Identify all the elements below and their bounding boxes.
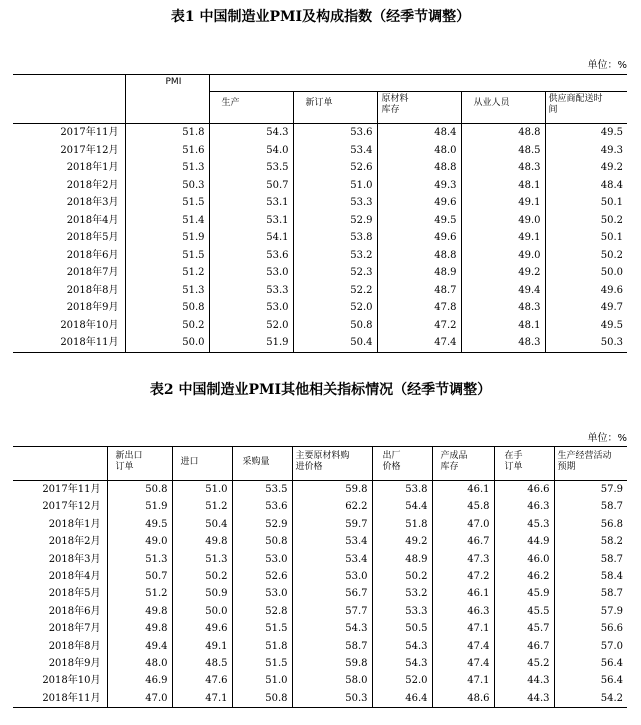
row-month: 2018年6月 [48, 605, 101, 617]
cell-ex-factory-price: 46.4 [372, 690, 432, 708]
table-row [13, 481, 627, 499]
cell-new-orders: 52.9 [293, 212, 377, 230]
cell-imports: 51.2 [172, 498, 232, 515]
cell-imports: 48.5 [172, 655, 232, 672]
cell-pmi: 51.6 [125, 142, 209, 160]
cell-business-expectation: 54.2 [554, 690, 627, 708]
cell-new-export-orders: 51.3 [107, 551, 172, 568]
cell-business-expectation: 58.7 [554, 551, 627, 568]
cell-purchase-volume: 52.9 [232, 516, 292, 533]
cell-finished-inventory: 48.6 [432, 690, 494, 708]
table-row [13, 177, 627, 195]
row-month: 2018年10月 [60, 319, 119, 331]
row-month: 2018年4月 [48, 571, 101, 583]
cell-raw-inventory: 49.6 [377, 229, 461, 247]
cell-new-orders: 50.4 [293, 334, 377, 352]
cell-new-export-orders: 51.2 [107, 585, 172, 602]
cell-imports: 50.4 [172, 516, 232, 533]
cell-business-expectation: 57.9 [554, 603, 627, 620]
cell-raw-inventory: 48.4 [377, 124, 461, 142]
cell-production: 51.9 [209, 334, 293, 352]
cell-pmi: 50.3 [125, 177, 209, 195]
cell-raw-inventory: 48.9 [377, 264, 461, 282]
cell-backlog-orders: 44.3 [494, 690, 554, 708]
cell-ex-factory-price: 50.5 [372, 620, 432, 637]
row-month: 2017年11月 [60, 127, 119, 138]
row-month: 2018年7月 [66, 267, 119, 278]
cell-delivery-time: 50.1 [545, 194, 627, 212]
table-row [13, 533, 627, 550]
cell-raw-inventory: 48.0 [377, 142, 461, 160]
cell-pmi: 51.8 [125, 124, 209, 142]
cell-raw-inventory: 48.7 [377, 282, 461, 300]
cell-employees: 49.2 [461, 264, 545, 282]
table-row [13, 264, 627, 282]
row-month: 2018年5月 [48, 588, 101, 600]
row-month: 2018年4月 [66, 214, 119, 226]
cell-backlog-orders: 45.9 [494, 585, 554, 602]
cell-business-expectation: 58.7 [554, 498, 627, 515]
table-row [13, 498, 627, 515]
table1-month-header [13, 75, 125, 124]
table2-header-purchase-volume: 采购量 [232, 447, 292, 481]
cell-purchase-volume: 50.8 [232, 533, 292, 550]
cell-business-expectation: 56.6 [554, 620, 627, 637]
cell-backlog-orders: 45.3 [494, 516, 554, 533]
cell-business-expectation: 57.0 [554, 638, 627, 655]
cell-delivery-time: 49.6 [545, 282, 627, 300]
cell-new-orders: 52.3 [293, 264, 377, 282]
cell-production: 54.0 [209, 142, 293, 160]
cell-new-export-orders: 50.8 [107, 481, 172, 499]
cell-raw-inventory: 49.3 [377, 177, 461, 195]
cell-raw-inventory: 48.8 [377, 159, 461, 177]
table2-header-new-export-orders: 新出口 订单 [107, 447, 172, 481]
cell-delivery-time: 49.5 [545, 124, 627, 142]
cell-backlog-orders: 46.3 [494, 498, 554, 515]
cell-pmi: 51.2 [125, 264, 209, 282]
cell-delivery-time: 49.5 [545, 317, 627, 335]
cell-raw-inventory: 49.5 [377, 212, 461, 230]
cell-finished-inventory: 45.8 [432, 498, 494, 515]
cell-employees: 48.8 [461, 124, 545, 142]
cell-purchase-volume: 53.5 [232, 481, 292, 499]
cell-main-raw-price: 54.3 [292, 620, 372, 637]
cell-employees: 49.1 [461, 229, 545, 247]
table-row [13, 247, 627, 265]
table2-header-finished-inventory: 产成品 库存 [432, 447, 494, 481]
cell-main-raw-price: 56.7 [292, 585, 372, 602]
cell-employees: 48.1 [461, 177, 545, 195]
cell-purchase-volume: 51.8 [232, 638, 292, 655]
row-month: 2018年11月 [42, 692, 101, 704]
cell-employees: 49.0 [461, 247, 545, 265]
cell-new-orders: 53.6 [293, 124, 377, 142]
cell-new-export-orders: 49.8 [107, 620, 172, 637]
cell-main-raw-price: 58.7 [292, 638, 372, 655]
cell-new-export-orders: 46.9 [107, 672, 172, 689]
row-month: 2018年1月 [48, 518, 101, 530]
row-month: 2018年9月 [66, 302, 119, 313]
cell-employees: 49.4 [461, 282, 545, 300]
table-row [13, 229, 627, 247]
table-row [13, 282, 627, 300]
cell-delivery-time: 50.2 [545, 212, 627, 230]
cell-finished-inventory: 47.0 [432, 516, 494, 533]
table-row [13, 299, 627, 317]
table-row [13, 672, 627, 689]
cell-delivery-time: 50.3 [545, 334, 627, 352]
cell-backlog-orders: 46.7 [494, 638, 554, 655]
row-month: 2018年9月 [48, 658, 101, 670]
cell-business-expectation: 56.4 [554, 672, 627, 689]
cell-main-raw-price: 62.2 [292, 498, 372, 515]
table2-header-ex-factory-price: 出厂 价格 [372, 447, 432, 481]
cell-production: 53.5 [209, 159, 293, 177]
table1-header-new-orders: 新订单 [293, 92, 377, 124]
cell-business-expectation: 58.7 [554, 585, 627, 602]
cell-main-raw-price: 50.3 [292, 690, 372, 708]
row-month: 2018年3月 [66, 197, 119, 208]
cell-ex-factory-price: 51.8 [372, 516, 432, 533]
cell-business-expectation: 58.4 [554, 568, 627, 585]
table-row [13, 638, 627, 655]
cell-delivery-time: 49.3 [545, 142, 627, 160]
cell-employees: 48.3 [461, 334, 545, 352]
cell-purchase-volume: 53.0 [232, 585, 292, 602]
cell-imports: 50.2 [172, 568, 232, 585]
table-row [13, 194, 627, 212]
cell-backlog-orders: 44.3 [494, 672, 554, 689]
cell-ex-factory-price: 53.2 [372, 585, 432, 602]
cell-raw-inventory: 47.8 [377, 299, 461, 317]
row-month: 2018年6月 [66, 249, 119, 261]
table2-header-imports: 进口 [172, 447, 232, 481]
cell-new-orders: 52.2 [293, 282, 377, 300]
table1 [13, 74, 627, 353]
row-month: 2017年12月 [60, 144, 119, 156]
cell-raw-inventory: 47.2 [377, 317, 461, 335]
cell-new-export-orders: 51.9 [107, 498, 172, 515]
table1-unit: 单位：% [587, 60, 627, 71]
cell-imports: 49.8 [172, 533, 232, 550]
table-row [13, 334, 627, 352]
cell-new-export-orders: 49.8 [107, 603, 172, 620]
table-row [13, 551, 627, 568]
cell-finished-inventory: 46.7 [432, 533, 494, 550]
cell-new-export-orders: 49.5 [107, 516, 172, 533]
table1-header-pmi: PMI [125, 75, 209, 124]
table2 [13, 446, 627, 708]
cell-finished-inventory: 47.4 [432, 638, 494, 655]
cell-purchase-volume: 52.8 [232, 603, 292, 620]
cell-new-export-orders: 48.0 [107, 655, 172, 672]
table-row [13, 620, 627, 637]
cell-backlog-orders: 46.6 [494, 481, 554, 499]
cell-raw-inventory: 47.4 [377, 334, 461, 352]
cell-imports: 51.3 [172, 551, 232, 568]
cell-production: 54.1 [209, 229, 293, 247]
cell-production: 52.0 [209, 317, 293, 335]
cell-backlog-orders: 46.2 [494, 568, 554, 585]
cell-pmi: 51.5 [125, 194, 209, 212]
cell-business-expectation: 56.8 [554, 516, 627, 533]
cell-ex-factory-price: 48.9 [372, 551, 432, 568]
cell-purchase-volume: 50.8 [232, 690, 292, 708]
cell-imports: 50.9 [172, 585, 232, 602]
cell-ex-factory-price: 52.0 [372, 672, 432, 689]
cell-pmi: 51.5 [125, 247, 209, 265]
cell-purchase-volume: 51.0 [232, 672, 292, 689]
cell-new-orders: 53.8 [293, 229, 377, 247]
cell-pmi: 51.4 [125, 212, 209, 230]
cell-imports: 47.6 [172, 672, 232, 689]
table-row [13, 585, 627, 602]
cell-purchase-volume: 51.5 [232, 620, 292, 637]
cell-main-raw-price: 53.4 [292, 551, 372, 568]
cell-backlog-orders: 45.7 [494, 620, 554, 637]
cell-employees: 48.3 [461, 299, 545, 317]
cell-delivery-time: 50.0 [545, 264, 627, 282]
cell-ex-factory-price: 53.8 [372, 481, 432, 499]
cell-new-orders: 53.2 [293, 247, 377, 265]
cell-employees: 48.3 [461, 159, 545, 177]
table-row [13, 603, 627, 620]
cell-pmi: 50.2 [125, 317, 209, 335]
row-month: 2017年11月 [42, 484, 101, 495]
cell-finished-inventory: 47.4 [432, 655, 494, 672]
cell-delivery-time: 49.2 [545, 159, 627, 177]
table2-unit: 单位：% [587, 433, 627, 444]
cell-pmi: 50.8 [125, 299, 209, 317]
cell-new-export-orders: 47.0 [107, 690, 172, 708]
cell-delivery-time: 50.1 [545, 229, 627, 247]
cell-new-export-orders: 49.4 [107, 638, 172, 655]
cell-new-orders: 53.4 [293, 142, 377, 160]
cell-purchase-volume: 53.6 [232, 498, 292, 515]
cell-imports: 51.0 [172, 481, 232, 499]
cell-imports: 49.6 [172, 620, 232, 637]
cell-ex-factory-price: 54.4 [372, 498, 432, 515]
cell-imports: 49.1 [172, 638, 232, 655]
cell-pmi: 51.9 [125, 229, 209, 247]
cell-new-export-orders: 49.0 [107, 533, 172, 550]
table-row [13, 317, 627, 335]
table2-header-backlog-orders: 在手 订单 [494, 447, 554, 481]
cell-production: 53.6 [209, 247, 293, 265]
cell-backlog-orders: 45.2 [494, 655, 554, 672]
table-row [13, 124, 627, 142]
cell-new-export-orders: 50.7 [107, 568, 172, 585]
cell-purchase-volume: 52.6 [232, 568, 292, 585]
table1-header-production: 生产 [209, 92, 293, 124]
cell-new-orders: 50.8 [293, 317, 377, 335]
cell-backlog-orders: 45.5 [494, 603, 554, 620]
cell-production: 53.0 [209, 299, 293, 317]
table1-header-spacer [209, 75, 293, 92]
cell-main-raw-price: 59.7 [292, 516, 372, 533]
cell-delivery-time: 48.4 [545, 177, 627, 195]
table2-month-header [13, 447, 107, 481]
cell-finished-inventory: 47.3 [432, 551, 494, 568]
row-month: 2018年8月 [48, 640, 101, 652]
table1-header-delivery-time: 供应商配送时 间 [545, 92, 627, 124]
cell-ex-factory-price: 54.3 [372, 638, 432, 655]
cell-finished-inventory: 46.3 [432, 603, 494, 620]
cell-employees: 48.5 [461, 142, 545, 160]
cell-new-orders: 52.6 [293, 159, 377, 177]
table-row [13, 159, 627, 177]
cell-business-expectation: 56.4 [554, 655, 627, 672]
table-row [13, 516, 627, 533]
cell-raw-inventory: 48.8 [377, 247, 461, 265]
cell-main-raw-price: 53.4 [292, 533, 372, 550]
cell-pmi: 51.3 [125, 159, 209, 177]
cell-finished-inventory: 46.1 [432, 481, 494, 499]
table-row [13, 212, 627, 230]
cell-finished-inventory: 46.1 [432, 585, 494, 602]
cell-purchase-volume: 51.5 [232, 655, 292, 672]
cell-business-expectation: 58.2 [554, 533, 627, 550]
cell-imports: 47.1 [172, 690, 232, 708]
cell-pmi: 51.3 [125, 282, 209, 300]
cell-backlog-orders: 44.9 [494, 533, 554, 550]
cell-production: 54.3 [209, 124, 293, 142]
table1-header-employees: 从业人员 [461, 92, 545, 124]
row-month: 2018年2月 [48, 536, 101, 548]
table2-header-main-raw-price: 主要原材料购 进价格 [292, 447, 372, 481]
cell-pmi: 50.0 [125, 334, 209, 352]
cell-ex-factory-price: 53.3 [372, 603, 432, 620]
cell-production: 53.1 [209, 212, 293, 230]
row-month: 2018年5月 [66, 232, 119, 243]
cell-new-orders: 53.3 [293, 194, 377, 212]
cell-finished-inventory: 47.1 [432, 620, 494, 637]
cell-business-expectation: 57.9 [554, 481, 627, 499]
row-month: 2018年1月 [66, 162, 119, 173]
cell-main-raw-price: 57.7 [292, 603, 372, 620]
cell-raw-inventory: 49.6 [377, 194, 461, 212]
row-month: 2018年8月 [66, 284, 119, 296]
cell-new-orders: 52.0 [293, 299, 377, 317]
row-month: 2018年10月 [42, 675, 101, 687]
row-month: 2018年11月 [60, 337, 119, 348]
table2-title: 表2 中国制造业PMI其他相关指标情况（经季节调整） [149, 382, 492, 398]
cell-employees: 49.1 [461, 194, 545, 212]
cell-production: 53.0 [209, 264, 293, 282]
cell-production: 50.7 [209, 177, 293, 195]
row-month: 2017年12月 [42, 501, 101, 513]
cell-main-raw-price: 53.0 [292, 568, 372, 585]
cell-ex-factory-price: 49.2 [372, 533, 432, 550]
cell-main-raw-price: 58.0 [292, 672, 372, 689]
cell-purchase-volume: 53.0 [232, 551, 292, 568]
cell-employees: 49.0 [461, 212, 545, 230]
cell-delivery-time: 50.2 [545, 247, 627, 265]
row-month: 2018年2月 [66, 179, 119, 191]
cell-ex-factory-price: 54.3 [372, 655, 432, 672]
cell-main-raw-price: 59.8 [292, 655, 372, 672]
cell-backlog-orders: 46.0 [494, 551, 554, 568]
row-month: 2018年3月 [48, 553, 101, 565]
cell-production: 53.3 [209, 282, 293, 300]
cell-imports: 50.0 [172, 603, 232, 620]
cell-production: 53.1 [209, 194, 293, 212]
table1-header-raw-inventory: 原材料 库存 [377, 92, 461, 124]
cell-finished-inventory: 47.1 [432, 672, 494, 689]
table-row [13, 655, 627, 672]
table-row [13, 568, 627, 585]
cell-ex-factory-price: 50.2 [372, 568, 432, 585]
table-row [13, 690, 627, 708]
table-row [13, 142, 627, 160]
cell-main-raw-price: 59.8 [292, 481, 372, 499]
cell-new-orders: 51.0 [293, 177, 377, 195]
table2-header-business-expectation: 生产经营活动 预期 [554, 447, 627, 481]
table1-title: 表1 中国制造业PMI及构成指数（经季节调整） [170, 9, 471, 25]
cell-delivery-time: 49.7 [545, 299, 627, 317]
cell-employees: 48.1 [461, 317, 545, 335]
cell-finished-inventory: 47.2 [432, 568, 494, 585]
row-month: 2018年7月 [48, 623, 101, 635]
